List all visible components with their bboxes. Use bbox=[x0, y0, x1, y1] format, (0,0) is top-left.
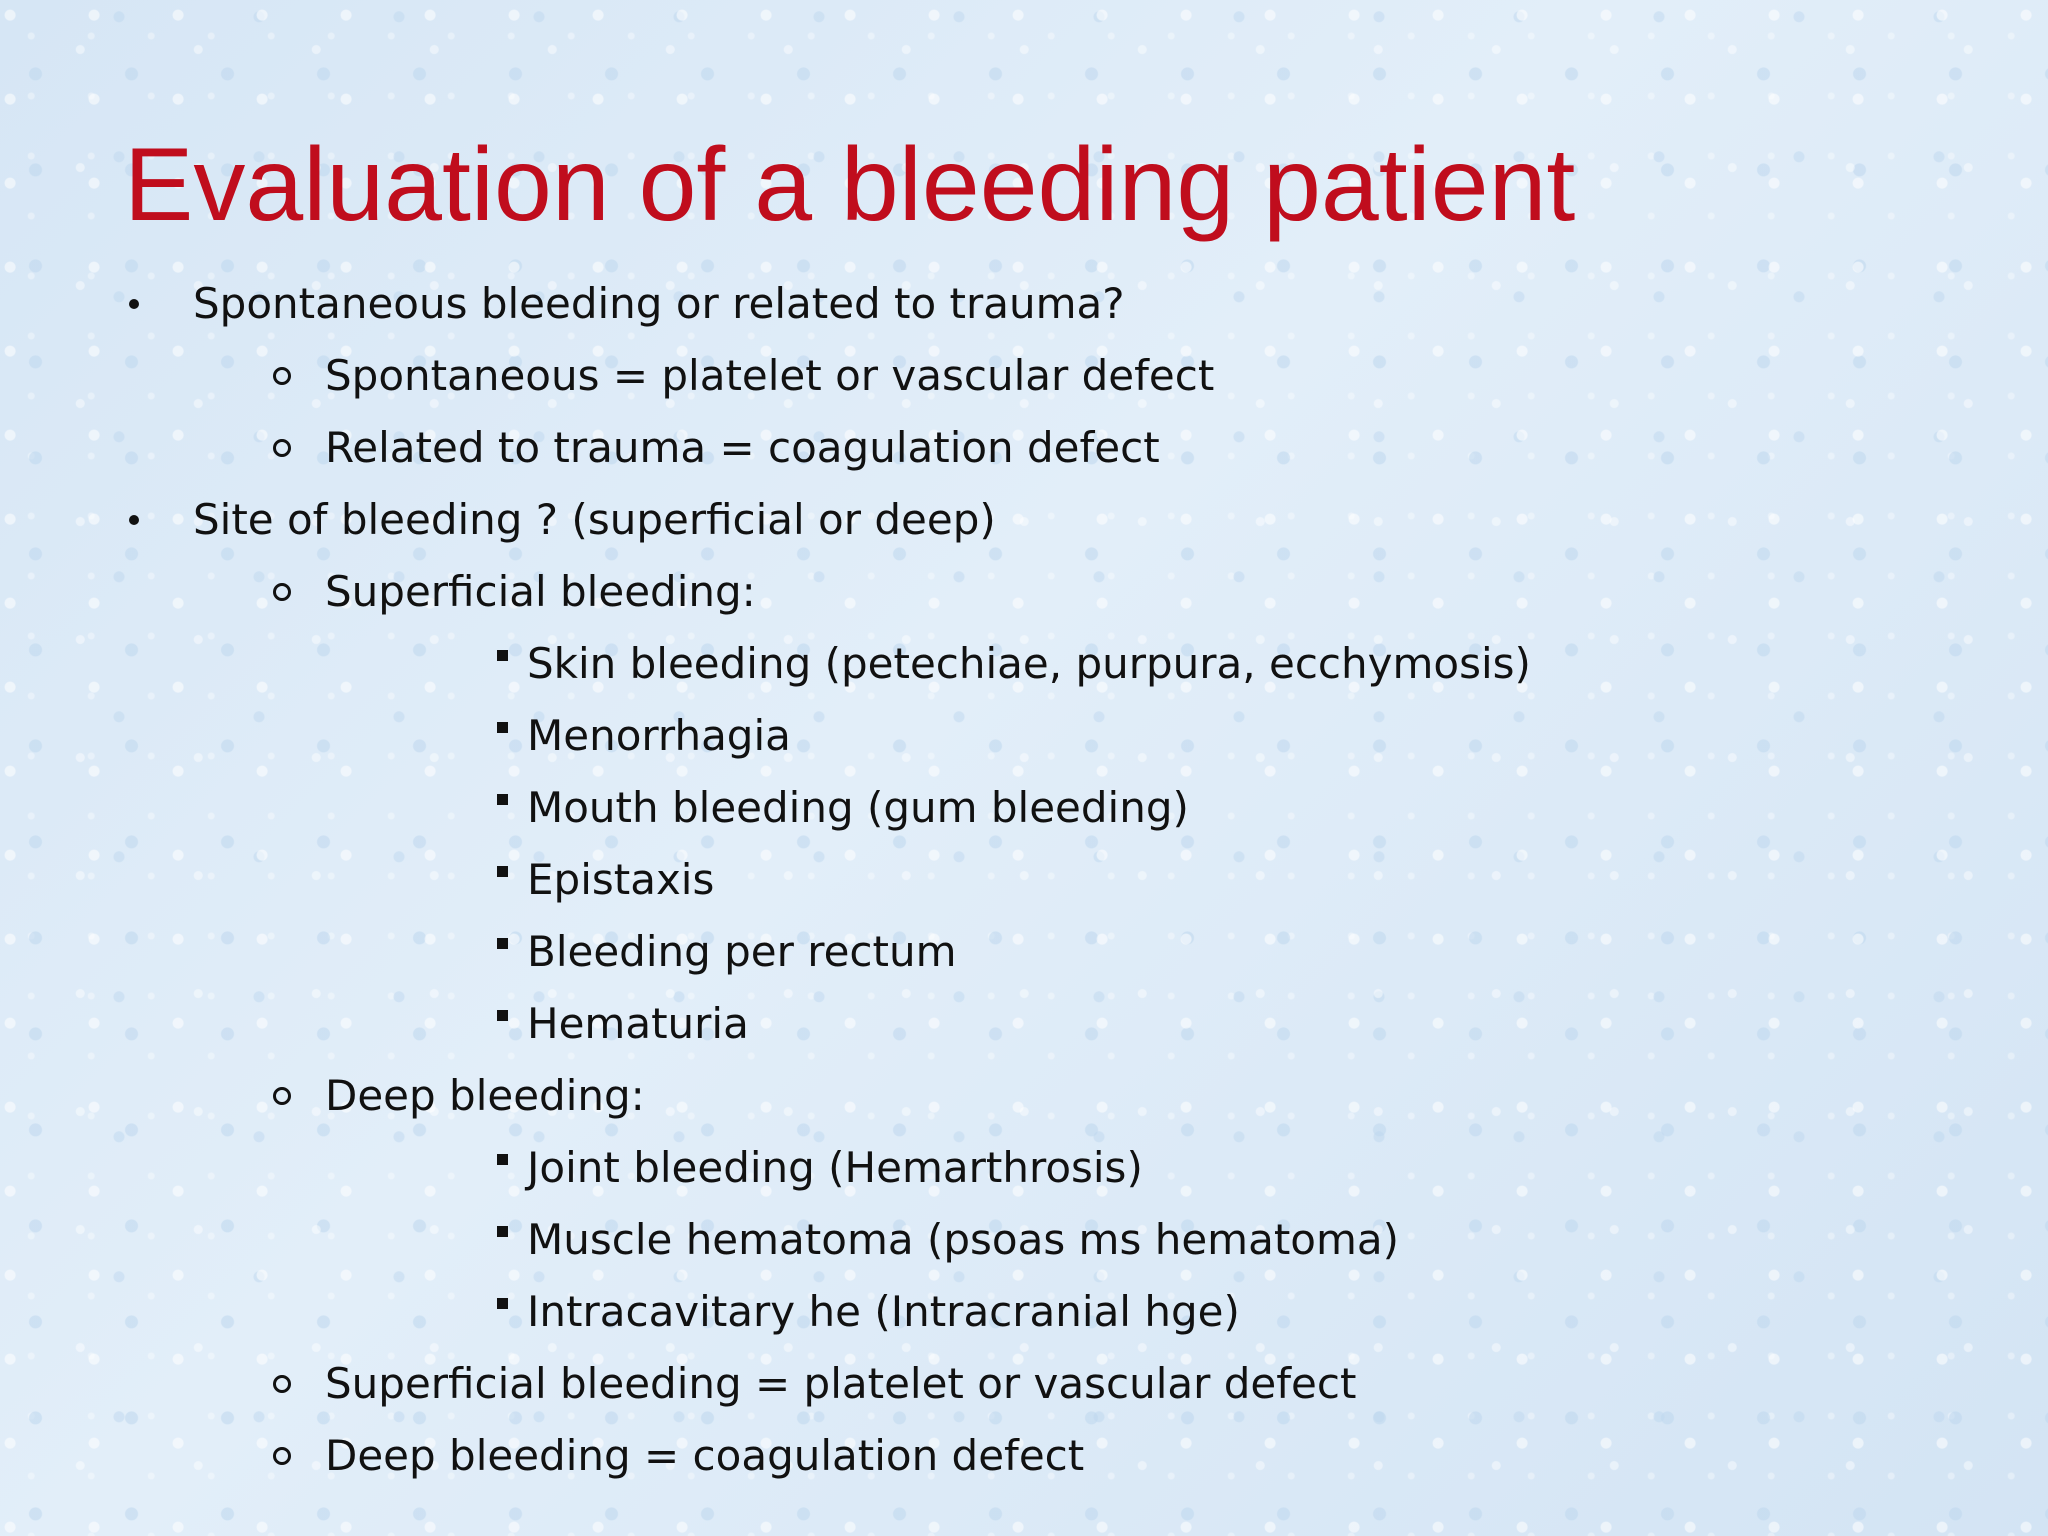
sub-sub-bullet-item bbox=[527, 1132, 1143, 1204]
sub-bullet-text: Superficial bleeding = platelet or vascular defect bbox=[325, 1359, 1357, 1408]
sub-bullet-item bbox=[325, 1060, 645, 1132]
bullet-dot-icon bbox=[129, 515, 139, 525]
sub-sub-bullet-item bbox=[527, 988, 749, 1060]
sub-sub-bullet-item bbox=[527, 916, 957, 988]
bullet-text: Spontaneous bleeding or related to trauma? bbox=[193, 279, 1125, 328]
sub-sub-bullet-text: Bleeding per rectum bbox=[527, 927, 957, 976]
sub-sub-bullet-text: Muscle hematoma (psoas ms hematoma) bbox=[527, 1215, 1400, 1264]
square-bullet-icon bbox=[497, 866, 508, 877]
slide-title: Evaluation of a bleeding patient bbox=[124, 127, 1576, 243]
sub-bullet-item bbox=[325, 340, 1214, 412]
sub-bullet-item bbox=[325, 1348, 1356, 1420]
bullet-item bbox=[193, 268, 1125, 340]
sub-sub-bullet-item bbox=[527, 1276, 1240, 1348]
bullet-dot-icon bbox=[129, 299, 139, 309]
sub-bullet-text: Superficial bleeding: bbox=[325, 567, 756, 616]
hollow-circle-icon bbox=[273, 583, 291, 601]
square-bullet-icon bbox=[497, 650, 508, 661]
square-bullet-icon bbox=[497, 722, 508, 733]
sub-bullet-item bbox=[325, 412, 1160, 484]
sub-sub-bullet-item bbox=[527, 1204, 1399, 1276]
sub-bullet-text: Deep bleeding: bbox=[325, 1071, 645, 1120]
sub-sub-bullet-text: Mouth bleeding (gum bleeding) bbox=[527, 783, 1189, 832]
sub-sub-bullet-text: Intracavitary he (Intracranial hge) bbox=[527, 1287, 1240, 1336]
sub-sub-bullet-text: Joint bleeding (Hemarthrosis) bbox=[527, 1143, 1143, 1192]
sub-bullet-item bbox=[325, 1420, 1084, 1492]
square-bullet-icon bbox=[497, 938, 508, 949]
sub-sub-bullet-text: Epistaxis bbox=[527, 855, 715, 904]
square-bullet-icon bbox=[497, 1010, 508, 1021]
sub-bullet-item bbox=[325, 556, 756, 628]
square-bullet-icon bbox=[497, 1226, 508, 1237]
hollow-circle-icon bbox=[273, 1375, 291, 1393]
square-bullet-icon bbox=[497, 794, 508, 805]
sub-sub-bullet-item bbox=[527, 700, 791, 772]
bullet-item bbox=[193, 484, 996, 556]
sub-sub-bullet-item bbox=[527, 628, 1531, 700]
hollow-circle-icon bbox=[273, 367, 291, 385]
sub-sub-bullet-item bbox=[527, 844, 714, 916]
bullet-text: Site of bleeding ? (superficial or deep) bbox=[193, 495, 996, 544]
sub-sub-bullet-text: Menorrhagia bbox=[527, 711, 791, 760]
square-bullet-icon bbox=[497, 1154, 508, 1165]
square-bullet-icon bbox=[497, 1298, 508, 1309]
sub-sub-bullet-text: Hematuria bbox=[527, 999, 749, 1048]
sub-bullet-text: Deep bleeding = coagulation defect bbox=[325, 1431, 1085, 1480]
sub-sub-bullet-text: Skin bleeding (petechiae, purpura, ecchymosis) bbox=[527, 639, 1531, 688]
sub-sub-bullet-item bbox=[527, 772, 1189, 844]
hollow-circle-icon bbox=[273, 439, 291, 457]
sub-bullet-text: Related to trauma = coagulation defect bbox=[325, 423, 1160, 472]
hollow-circle-icon bbox=[273, 1447, 291, 1465]
sub-bullet-text: Spontaneous = platelet or vascular defect bbox=[325, 351, 1215, 400]
hollow-circle-icon bbox=[273, 1087, 291, 1105]
